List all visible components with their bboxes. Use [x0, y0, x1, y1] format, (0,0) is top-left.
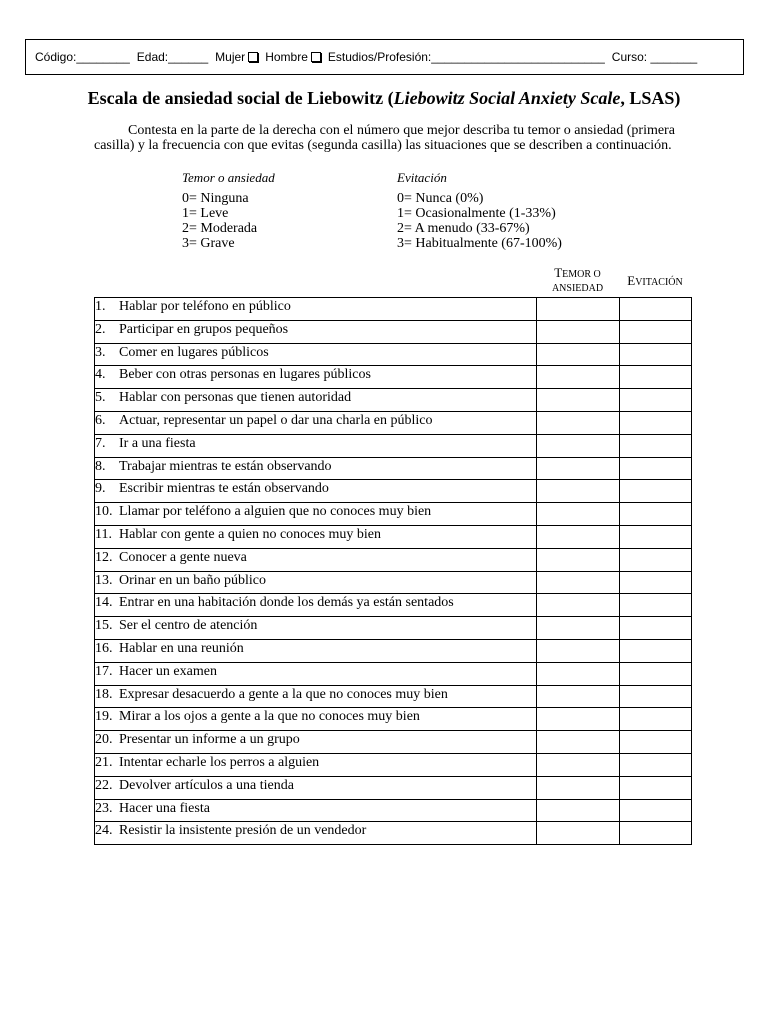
fear-answer-cell[interactable] [537, 799, 620, 822]
situation-cell [95, 731, 537, 754]
situation-cell [95, 366, 537, 389]
avoidance-answer-cell[interactable] [620, 822, 692, 845]
item-number: 1. [95, 299, 106, 314]
fear-answer-cell[interactable] [537, 617, 620, 640]
situation-cell [95, 662, 537, 685]
edad-field[interactable]: Edad:______ [136, 50, 209, 64]
avoidance-header-initial: E [627, 273, 636, 288]
item-number: 4. [95, 367, 106, 383]
avoidance-answer-cell[interactable] [620, 320, 692, 343]
title-italic: Liebowitz Social Anxiety Scale [393, 88, 621, 108]
situation-cell [95, 434, 537, 457]
avoidance-answer-cell[interactable] [620, 753, 692, 776]
instructions-text: Contesta en la parte de la derecha con el número que mejor describa tu temor o ansiedad (primera casilla) y la frecuencia con que evitas (segunda casilla) las situaciones que se describen a continuación. [94, 123, 675, 153]
item-text: Comer en lugares públicos [119, 344, 269, 360]
item-text: Trabajar mientras te están observando [119, 458, 332, 474]
avoidance-answer-cell[interactable] [620, 571, 692, 594]
table-row [95, 480, 692, 503]
situation-cell [95, 685, 537, 708]
table-row [95, 457, 692, 480]
item-text: Escribir mientras te están observando [119, 481, 329, 497]
avoidance-legend-item: 0= Nunca (0%) [397, 191, 484, 206]
situation-cell [95, 411, 537, 434]
item-number: 9. [95, 481, 106, 497]
avoidance-header-rest: VITACIÓN [635, 277, 683, 288]
item-number: 12. [95, 549, 113, 565]
mujer-label: Mujer [215, 50, 246, 64]
item-number: 19. [95, 709, 113, 725]
situation-cell [95, 753, 537, 776]
item-number: 23. [95, 800, 113, 816]
avoidance-answer-cell[interactable] [620, 594, 692, 617]
avoidance-answer-cell[interactable] [620, 731, 692, 754]
fear-answer-cell[interactable] [537, 822, 620, 845]
situation-cell [95, 548, 537, 571]
table-row [95, 525, 692, 548]
situation-cell [95, 298, 537, 321]
codigo-field[interactable]: Código:________ [35, 50, 130, 64]
situation-cell [95, 503, 537, 526]
fear-header-rest: EMOR O [562, 269, 601, 280]
item-number: 10. [95, 504, 113, 520]
item-number: 17. [95, 663, 113, 679]
fear-header-line2: ANSIEDAD [551, 283, 604, 294]
item-number: 18. [95, 686, 113, 702]
avoidance-legend-item: 1= Ocasionalmente (1-33%) [397, 206, 556, 221]
table-row [95, 731, 692, 754]
item-text: Hablar con personas que tienen autoridad [119, 390, 352, 406]
situation-cell [95, 708, 537, 731]
fear-answer-cell[interactable] [537, 685, 620, 708]
avoidance-answer-cell[interactable] [620, 503, 692, 526]
item-number: 7. [95, 435, 106, 451]
item-text: Hablar con gente a quien no conoces muy bien [119, 526, 382, 542]
item-number: 8. [95, 458, 106, 474]
situation-cell [95, 320, 537, 343]
item-text: Conocer a gente nueva [119, 549, 247, 565]
fear-answer-cell[interactable] [537, 457, 620, 480]
item-text: Orinar en un baño público [119, 572, 266, 588]
avoidance-answer-cell[interactable] [620, 434, 692, 457]
fear-answer-cell[interactable] [537, 525, 620, 548]
situation-cell [95, 799, 537, 822]
table-row [95, 571, 692, 594]
item-text: Participar en grupos pequeños [119, 321, 289, 337]
avoidance-answer-cell[interactable] [620, 525, 692, 548]
item-text: Hablar en una reunión [119, 640, 244, 656]
fear-answer-cell[interactable] [537, 594, 620, 617]
item-number: 3. [95, 344, 106, 360]
avoidance-answer-cell[interactable] [620, 799, 692, 822]
item-number: 16. [95, 640, 113, 656]
avoidance-answer-cell[interactable] [620, 343, 692, 366]
fear-answer-cell[interactable] [537, 639, 620, 662]
table-row [95, 389, 692, 412]
table-row [95, 776, 692, 799]
fear-answer-cell[interactable] [537, 320, 620, 343]
item-number: 5. [95, 390, 106, 406]
page-title [0, 88, 768, 109]
item-number: 22. [95, 777, 113, 793]
avoidance-legend-heading: Evitación [397, 170, 447, 185]
avoidance-column-header [619, 274, 691, 290]
avoidance-answer-cell[interactable] [620, 480, 692, 503]
fear-legend [182, 170, 275, 251]
table-row [95, 753, 692, 776]
avoidance-answer-cell[interactable] [620, 685, 692, 708]
fear-answer-cell[interactable] [537, 662, 620, 685]
table-row [95, 298, 692, 321]
fear-answer-cell[interactable] [537, 298, 620, 321]
table-row [95, 685, 692, 708]
fear-answer-cell[interactable] [537, 411, 620, 434]
item-number: 24. [95, 823, 113, 839]
hombre-label: Hombre [265, 50, 308, 64]
situation-cell [95, 525, 537, 548]
fear-legend-item: 0= Ninguna [182, 191, 249, 206]
situation-cell [95, 594, 537, 617]
situation-cell [95, 480, 537, 503]
item-text: Entrar en una habitación donde los demás ya están sentados [119, 595, 454, 611]
item-text: Mirar a los ojos a gente a la que no conoces muy bien [119, 709, 420, 725]
avoidance-answer-cell[interactable] [620, 389, 692, 412]
fear-answer-cell[interactable] [537, 776, 620, 799]
item-text: Hablar por teléfono en público [119, 299, 291, 314]
estudios-field[interactable]: Estudios/Profesión:__________________________ [327, 50, 605, 64]
item-number: 15. [95, 618, 113, 634]
avoidance-legend-item: 2= A menudo (33-67%) [397, 221, 530, 236]
avoidance-legend-item: 3= Habitualmente (67-100%) [397, 236, 562, 251]
fear-answer-cell[interactable] [537, 571, 620, 594]
item-number: 2. [95, 321, 106, 337]
item-text: Intentar echarle los perros a alguien [119, 754, 320, 770]
item-text: Hacer una fiesta [119, 800, 210, 816]
situation-cell [95, 617, 537, 640]
table-row [95, 799, 692, 822]
fear-answer-cell[interactable] [537, 366, 620, 389]
item-text: Llamar por teléfono a alguien que no conoces muy bien [119, 504, 432, 520]
avoidance-answer-cell[interactable] [620, 617, 692, 640]
table-row [95, 822, 692, 845]
avoidance-legend [397, 170, 562, 251]
fear-answer-cell[interactable] [537, 434, 620, 457]
respondent-info-box [25, 39, 744, 75]
avoidance-answer-cell[interactable] [620, 548, 692, 571]
item-text: Devolver artículos a una tienda [119, 777, 294, 793]
fear-legend-item: 2= Moderada [182, 221, 258, 236]
fear-answer-cell[interactable] [537, 343, 620, 366]
avoidance-answer-cell[interactable] [620, 457, 692, 480]
item-text: Hacer un examen [119, 663, 217, 679]
avoidance-answer-cell[interactable] [620, 411, 692, 434]
avoidance-answer-cell[interactable] [620, 298, 692, 321]
table-row [95, 503, 692, 526]
table-row [95, 708, 692, 731]
table-row [95, 434, 692, 457]
fear-column-header [536, 266, 619, 296]
item-text: Actuar, representar un papel o dar una charla en público [119, 412, 433, 428]
fear-answer-cell[interactable] [537, 503, 620, 526]
item-text: Ser el centro de atención [119, 618, 258, 634]
table-row [95, 548, 692, 571]
item-number: 13. [95, 572, 113, 588]
mujer-option[interactable] [215, 50, 258, 64]
fear-legend-item: 1= Leve [182, 206, 229, 221]
table-row [95, 662, 692, 685]
avoidance-answer-cell[interactable] [620, 366, 692, 389]
situation-cell [95, 776, 537, 799]
fear-answer-cell[interactable] [537, 548, 620, 571]
item-number: 20. [95, 732, 113, 748]
situation-cell [95, 457, 537, 480]
item-number: 6. [95, 412, 106, 428]
fear-header-initial: T [554, 265, 563, 280]
title-rest: , LSAS) [620, 88, 681, 108]
item-number: 21. [95, 754, 113, 770]
fear-legend-heading: Temor o ansiedad [182, 170, 275, 185]
table-row [95, 639, 692, 662]
situation-cell [95, 822, 537, 845]
instructions [94, 123, 690, 153]
situation-cell [95, 571, 537, 594]
table-row [95, 617, 692, 640]
fear-legend-item: 3= Grave [182, 236, 235, 251]
mujer-checkbox-icon[interactable] [248, 52, 258, 62]
table-row [95, 411, 692, 434]
fear-answer-cell[interactable] [537, 389, 620, 412]
fear-answer-cell[interactable] [537, 480, 620, 503]
title-main: Escala de ansiedad social de Liebowitz ( [87, 88, 394, 108]
fear-answer-cell[interactable] [537, 731, 620, 754]
item-number: 11. [95, 526, 112, 542]
avoidance-answer-cell[interactable] [620, 776, 692, 799]
curso-field[interactable]: Curso: _______ [611, 50, 698, 64]
item-text: Beber con otras personas en lugares públicos [119, 367, 371, 383]
item-text: Ir a una fiesta [119, 435, 196, 451]
hombre-option[interactable] [265, 50, 321, 64]
item-text: Presentar un informe a un grupo [119, 732, 300, 748]
lsas-items-table [94, 297, 692, 845]
fear-answer-cell[interactable] [537, 708, 620, 731]
table-row [95, 594, 692, 617]
avoidance-answer-cell[interactable] [620, 662, 692, 685]
item-text: Resistir la insistente presión de un vendedor [119, 823, 367, 839]
avoidance-answer-cell[interactable] [620, 708, 692, 731]
table-row [95, 366, 692, 389]
table-row [95, 343, 692, 366]
fear-answer-cell[interactable] [537, 753, 620, 776]
item-text: Expresar desacuerdo a gente a la que no conoces muy bien [119, 686, 448, 702]
situation-cell [95, 639, 537, 662]
situation-cell [95, 389, 537, 412]
hombre-checkbox-icon[interactable] [311, 52, 321, 62]
situation-cell [95, 343, 537, 366]
table-row [95, 320, 692, 343]
item-number: 14. [95, 595, 113, 611]
avoidance-answer-cell[interactable] [620, 639, 692, 662]
